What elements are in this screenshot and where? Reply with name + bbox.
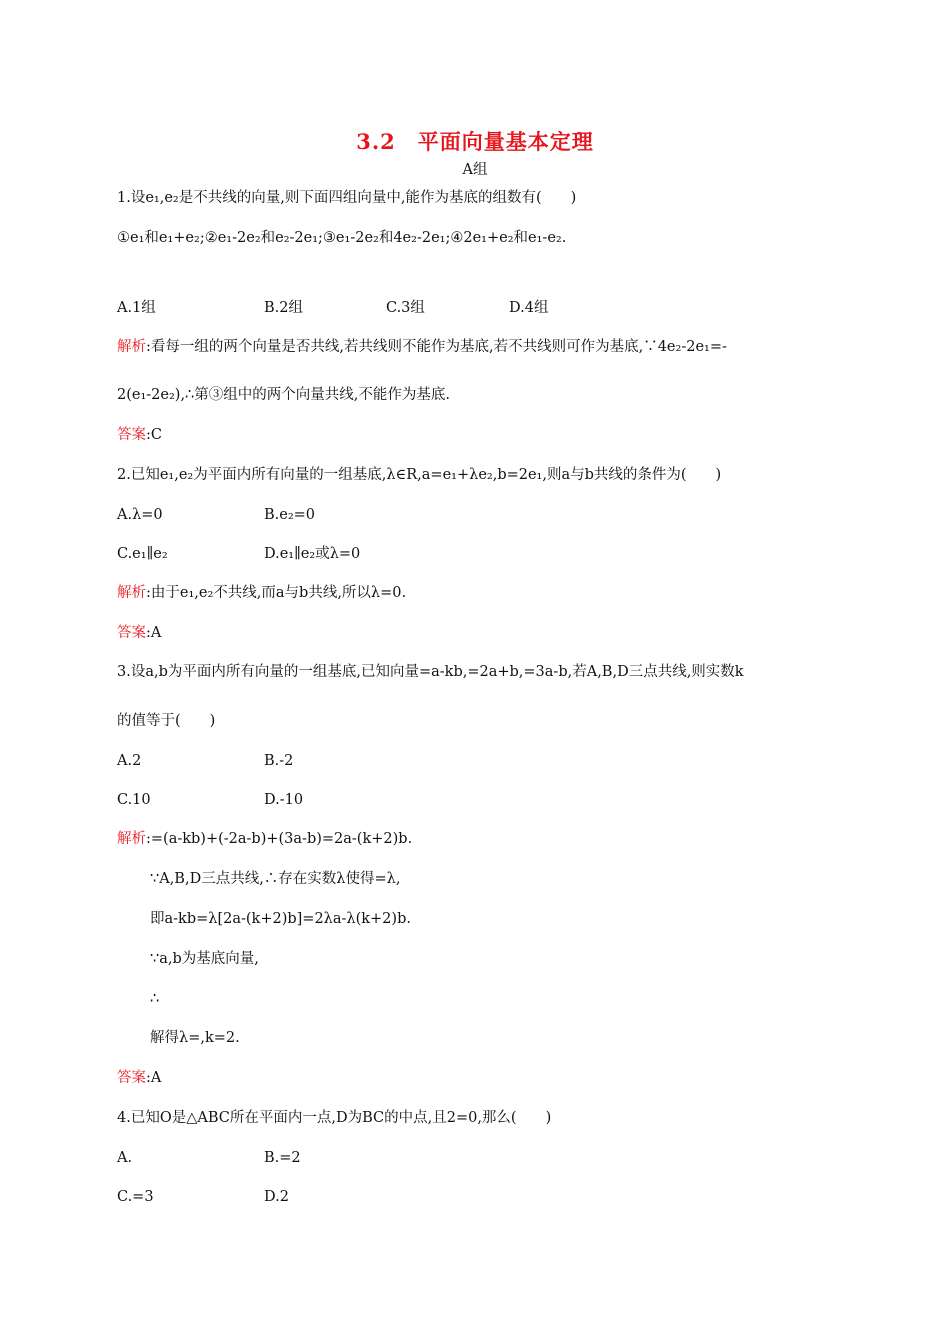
q1-answer — [117, 425, 162, 445]
q1-stem: 1.设e₁,e₂是不共线的向量,则下面四组向量中,能作为基底的组数有( ) — [117, 190, 577, 206]
q2-analysis-text: :由于e₁,e₂不共线,而a与b共线,所以λ=0. — [146, 585, 407, 601]
q4-option-a: A. — [117, 1150, 133, 1166]
q3-answer-label: 答案 — [117, 1070, 146, 1086]
q1-option-a: A.1组 — [117, 300, 156, 316]
group-label: A组 — [462, 162, 488, 178]
q2-answer-label: 答案 — [117, 625, 146, 641]
q3-stem-line-2: 的值等于( ) — [117, 713, 216, 729]
q3-analysis-label: 解析 — [117, 831, 146, 847]
page-title: 3.2 平面向量基本定理 — [356, 129, 594, 154]
q2-option-b: B.e₂=0 — [264, 507, 316, 523]
q3-answer — [117, 1068, 161, 1088]
q1-option-b: B.2组 — [264, 300, 303, 316]
q2-answer-value: :A — [146, 625, 162, 641]
q1-answer-label: 答案 — [117, 427, 146, 443]
q3-answer-value: :A — [146, 1070, 162, 1086]
q2-analysis-label: 解析 — [117, 585, 146, 601]
q1-analysis-line-2: 2(e₁-2e₂),∴第③组中的两个向量共线,不能作为基底. — [117, 387, 451, 403]
q3-stem-line-1: 3.设a,b为平面内所有向量的一组基底,已知向量=a-kb,=2a+b,=3a-b,若A,B,D三点共线,则实数k — [117, 664, 744, 680]
q3-analysis-text-1: :=(a-kb)+(-2a-b)+(3a-b)=2a-(k+2)b. — [146, 831, 413, 847]
q2-option-a: A.λ=0 — [117, 507, 163, 523]
q3-analysis-line-4: ∵a,b为基底向量, — [150, 951, 259, 967]
q1-items: ①e₁和e₁+e₂;②e₁-2e₂和e₂-2e₁;③e₁-2e₂和4e₂-2e₁;④2e₁+e₂和e₁-e₂. — [117, 230, 567, 246]
q2-answer — [117, 623, 161, 643]
q3-analysis-line-2: ∵A,B,D三点共线,∴存在实数λ使得=λ, — [150, 871, 401, 887]
q3-option-d: D.-10 — [264, 792, 304, 808]
q1-analysis-line-1 — [117, 337, 727, 357]
q4-option-c: C.=3 — [117, 1189, 154, 1205]
q3-analysis-line-5: ∴ — [150, 991, 160, 1007]
q1-analysis-text-1: :看每一组的两个向量是否共线,若共线则不能作为基底,若不共线则可作为基底,∵4e₂-2e₁=- — [146, 339, 727, 355]
q3-option-a: A.2 — [117, 753, 142, 769]
q2-option-c: C.e₁∥e₂ — [117, 546, 168, 562]
q1-analysis-label: 解析 — [117, 339, 146, 355]
q1-answer-value: :C — [146, 427, 162, 443]
q4-option-b: B.=2 — [264, 1150, 301, 1166]
q3-analysis-line-6: 解得λ=,k=2. — [150, 1030, 240, 1046]
q4-stem: 4.已知O是△ABC所在平面内一点,D为BC的中点,且2=0,那么( ) — [117, 1110, 552, 1126]
q3-option-c: C.10 — [117, 792, 151, 808]
q3-analysis-line-3: 即a-kb=λ[2a-(k+2)b]=2λa-λ(k+2)b. — [150, 911, 411, 927]
q1-option-c: C.3组 — [386, 300, 425, 316]
q1-option-d: D.4组 — [509, 300, 549, 316]
q3-option-b: B.-2 — [264, 753, 294, 769]
q3-analysis-line-1 — [117, 829, 412, 849]
q4-option-d: D.2 — [264, 1189, 289, 1205]
q2-stem: 2.已知e₁,e₂为平面内所有向量的一组基底,λ∈R,a=e₁+λe₂,b=2e₁,则a与b共线的条件为( ) — [117, 467, 722, 483]
q2-option-d: D.e₁∥e₂或λ=0 — [264, 546, 361, 562]
q2-analysis — [117, 583, 406, 603]
